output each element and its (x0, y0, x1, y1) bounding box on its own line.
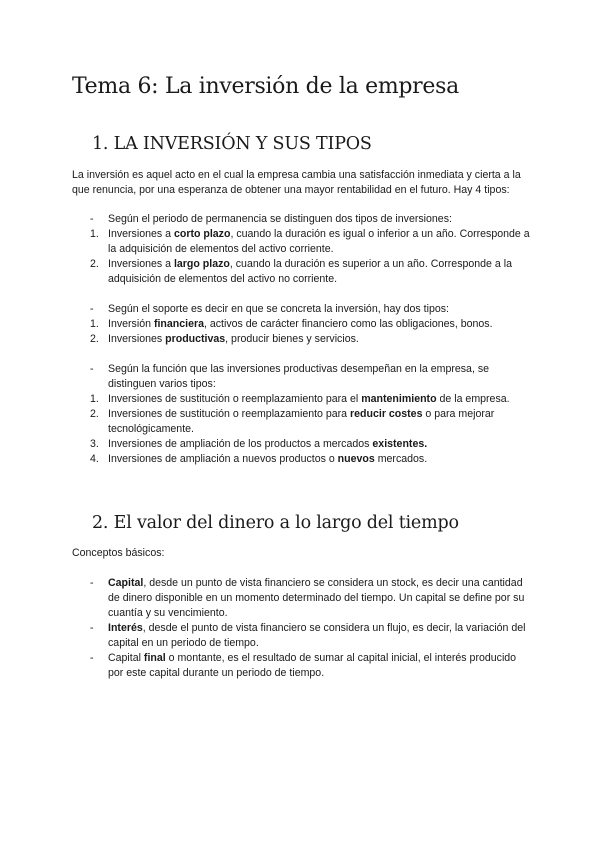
item-number: 2. (90, 333, 99, 345)
investment-types-list (72, 212, 532, 467)
list-item (72, 302, 532, 317)
item-text-bold: largo plazo (173, 258, 230, 270)
item-number: 1. (90, 318, 99, 330)
item-text-pre: Inversión (108, 318, 154, 330)
dash-marker: - (90, 577, 94, 589)
item-text-post: mercados. (374, 453, 428, 465)
item-text-pre: Inversiones a (108, 228, 174, 240)
list-item (72, 227, 532, 257)
list-item (72, 437, 532, 452)
item-text-bold: Interés (108, 622, 143, 634)
item-text-bold: mantenimiento (361, 393, 437, 405)
item-text-pre: Inversiones de sustitución o reemplazamiento para el (108, 393, 362, 405)
item-text-pre: Inversiones de ampliación de los productos a mercados (108, 438, 373, 450)
item-text-bold: nuevos (337, 453, 375, 465)
item-number: 4. (90, 453, 99, 465)
group-3-numbered-list (72, 392, 532, 467)
section-2-heading: 2. El valor del dinero a lo largo del tiempo (92, 513, 459, 533)
item-text-post: de la empresa. (436, 393, 510, 405)
item-text-post: o montante, es el resultado de sumar al capital inicial, el interés producido por este capital durante un periodo de tiempo. (108, 652, 517, 679)
item-number: 1. (90, 228, 99, 240)
list-item (72, 317, 532, 332)
dash-marker: - (90, 652, 94, 664)
item-text-post: , desde un punto de vista financiero se considera un stock, es decir una cantidad de dinero disponible en un momento determinado del tiempo. Un capital se define por su cuantía y su vencimiento. (108, 577, 525, 619)
group-2-numbered-list (72, 317, 532, 347)
page-title: Tema 6: La inversión de la empresa (72, 74, 459, 99)
item-number: 2. (90, 258, 99, 270)
item-text-pre: Capital (108, 652, 144, 664)
list-item (72, 621, 532, 651)
item-text-bold: existentes. (372, 438, 428, 450)
dash-marker: - (90, 213, 94, 225)
item-number: 1. (90, 393, 99, 405)
group-3-dash-list (72, 362, 532, 392)
item-number: 3. (90, 438, 99, 450)
list-item (72, 651, 532, 681)
item-text-bold: financiera (153, 318, 204, 330)
group-3-text: Según la función que las inversiones productivas desempeñan en la empresa, se distinguen varios tipos: (108, 363, 490, 390)
item-text-bold: final (143, 652, 166, 664)
item-text-post: o para mejorar tecnológicamente. (108, 408, 495, 435)
concepts-label: Conceptos básicos: (72, 547, 165, 559)
group-2-text: Según el soporte es decir en que se concreta la inversión, hay dos tipos: (108, 303, 449, 315)
item-text-post: , cuando la duración es igual o inferior a un año. Corresponde a la adquisición de elementos del activo corriente. (108, 228, 530, 255)
item-text-bold: corto plazo (173, 228, 231, 240)
item-text-bold: productivas (165, 333, 226, 345)
list-item (72, 576, 532, 621)
list-item (72, 452, 532, 467)
item-text-post: , cuando la duración es superior a un año. Corresponde a la adquisición de elementos del activo no corriente. (108, 258, 512, 285)
item-text-post: , producir bienes y servicios. (225, 333, 359, 345)
group-1-numbered-list (72, 227, 532, 287)
concepts-list (72, 576, 532, 681)
item-text-pre: Inversiones a (108, 258, 174, 270)
item-text-pre: Inversiones de sustitución o reemplazamiento para (108, 408, 351, 420)
section-1-heading: 1. LA INVERSIÓN Y SUS TIPOS (92, 134, 372, 154)
group-1-text: Según el periodo de permanencia se distinguen dos tipos de inversiones: (108, 213, 452, 225)
item-text-post: , desde el punto de vista financiero se considera un flujo, es decir, la variación del capital en un periodo de tiempo. (108, 622, 526, 649)
item-text-bold: reducir costes (350, 408, 423, 420)
item-text-bold: Capital (108, 577, 144, 589)
item-text-pre: Inversiones de ampliación a nuevos productos o (108, 453, 338, 465)
dash-marker: - (90, 363, 94, 375)
item-text-post: , activos de carácter financiero como las obligaciones, bonos. (203, 318, 493, 330)
concepts-dash-list (72, 576, 532, 681)
list-item (72, 332, 532, 347)
dash-marker: - (90, 622, 94, 634)
spacer (72, 347, 532, 362)
spacer (72, 287, 532, 302)
list-item (72, 407, 532, 437)
section-1-intro: La inversión es aquel acto en el cual la empresa cambia una satisfacción inmediata y cierta a la que renuncia, por una esperanza de obtener una mayor rentabilidad en el futuro. Hay 4 tipos: (72, 169, 521, 196)
dash-marker: - (90, 303, 94, 315)
group-2-dash-list (72, 302, 532, 317)
list-item (72, 257, 532, 287)
list-item (72, 392, 532, 407)
item-number: 2. (90, 408, 99, 420)
list-item (72, 362, 532, 392)
group-1-dash-list (72, 212, 532, 227)
item-text-pre: Inversiones (108, 333, 166, 345)
list-item (72, 212, 532, 227)
